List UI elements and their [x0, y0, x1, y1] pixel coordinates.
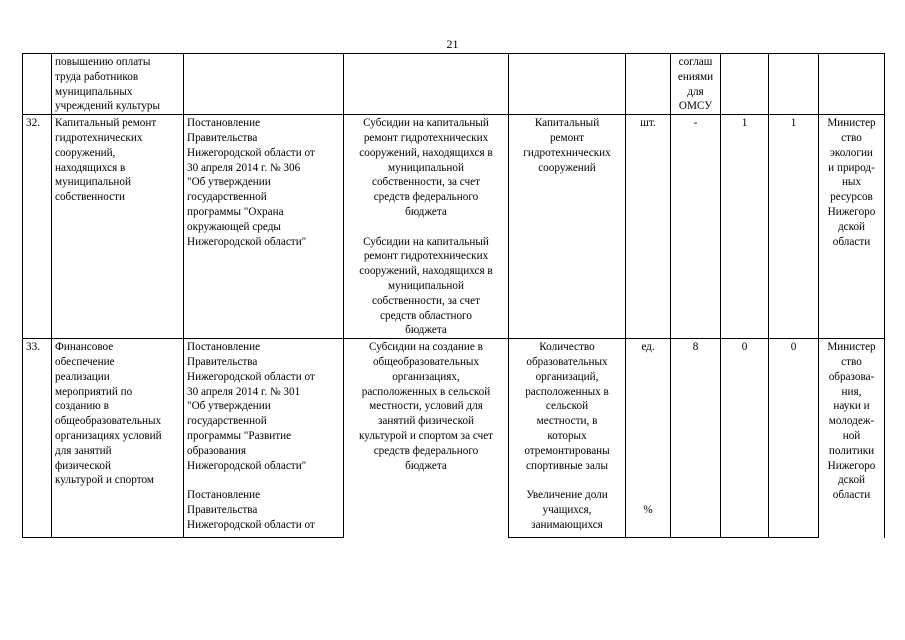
indicator: Количество образовательных организаций, расположенных в сельской местности, в которых отремонтированы спортивные залы Увеличение доли учащихся, занимающихся — [509, 339, 626, 538]
value-2 — [721, 54, 769, 115]
measure-name: Капитальный ремонт гидротехнических сооружений, находящихся в муниципальной собственности — [52, 115, 184, 339]
indicator — [509, 54, 626, 115]
value-3: 0 — [769, 339, 819, 538]
row-number: 32. — [23, 115, 52, 339]
value-2: 0 — [721, 339, 769, 538]
subsidy-description: Субсидии на капитальный ремонт гидротехнических сооружений, находящихся в муниципальной собственности, за счет средств федерального бюджета Субсидии на капитальный ремонт гидротехнических сооружений, находящихся в муниципальной собственности, за счет средств областного бюджета — [344, 115, 509, 339]
value-3: 1 — [769, 115, 819, 339]
table-row — [23, 339, 885, 538]
ministry: Министер ство экологии и природ- ных ресурсов Нижегоро дской области — [819, 115, 885, 339]
measure-name: Финансовое обеспечение реализации мероприятий по созданию в общеобразовательных организациях условий для занятий физической культурой и спортом — [52, 339, 184, 538]
legal-document: Постановление Правительства Нижегородской области от 30 апреля 2014 г. № 306 "Об утверждении государственной программы "Охрана окружающей среды Нижегородской области" — [184, 115, 344, 339]
row-number — [23, 54, 52, 115]
unit — [626, 54, 671, 115]
legal-document: Постановление Правительства Нижегородской области от 30 апреля 2014 г. № 301 "Об утверждении государственной программы "Развитие образования Нижегородской области" Постановление Правительства Нижегородской области от — [184, 339, 344, 538]
indicator: Капитальный ремонт гидротехнических сооружений — [509, 115, 626, 339]
subsidy-description: Субсидии на создание в общеобразовательных организациях, расположенных в сельской местности, условий для занятий физической культурой и спортом за счет средств федерального бюджета — [344, 339, 509, 538]
row-number: 33. — [23, 339, 52, 538]
legal-document — [184, 54, 344, 115]
table-row — [23, 115, 885, 339]
measure-name: повышению оплаты труда работников муниципальных учреждений культуры — [52, 54, 184, 115]
table-row — [23, 54, 885, 115]
ministry: Министер ство образова- ния, науки и молодеж- ной политики Нижегоро дской области — [819, 339, 885, 538]
subsidy-description — [344, 54, 509, 115]
unit: шт. — [626, 115, 671, 339]
ministry — [819, 54, 885, 115]
page-number: 21 — [446, 37, 459, 51]
value-3 — [769, 54, 819, 115]
unit: ед. % — [626, 339, 671, 538]
measures-table — [22, 53, 885, 538]
value-1: 8 — [671, 339, 721, 538]
value-2: 1 — [721, 115, 769, 339]
value-1: - — [671, 115, 721, 339]
value-1: соглаш ениями для ОМСУ — [671, 54, 721, 115]
